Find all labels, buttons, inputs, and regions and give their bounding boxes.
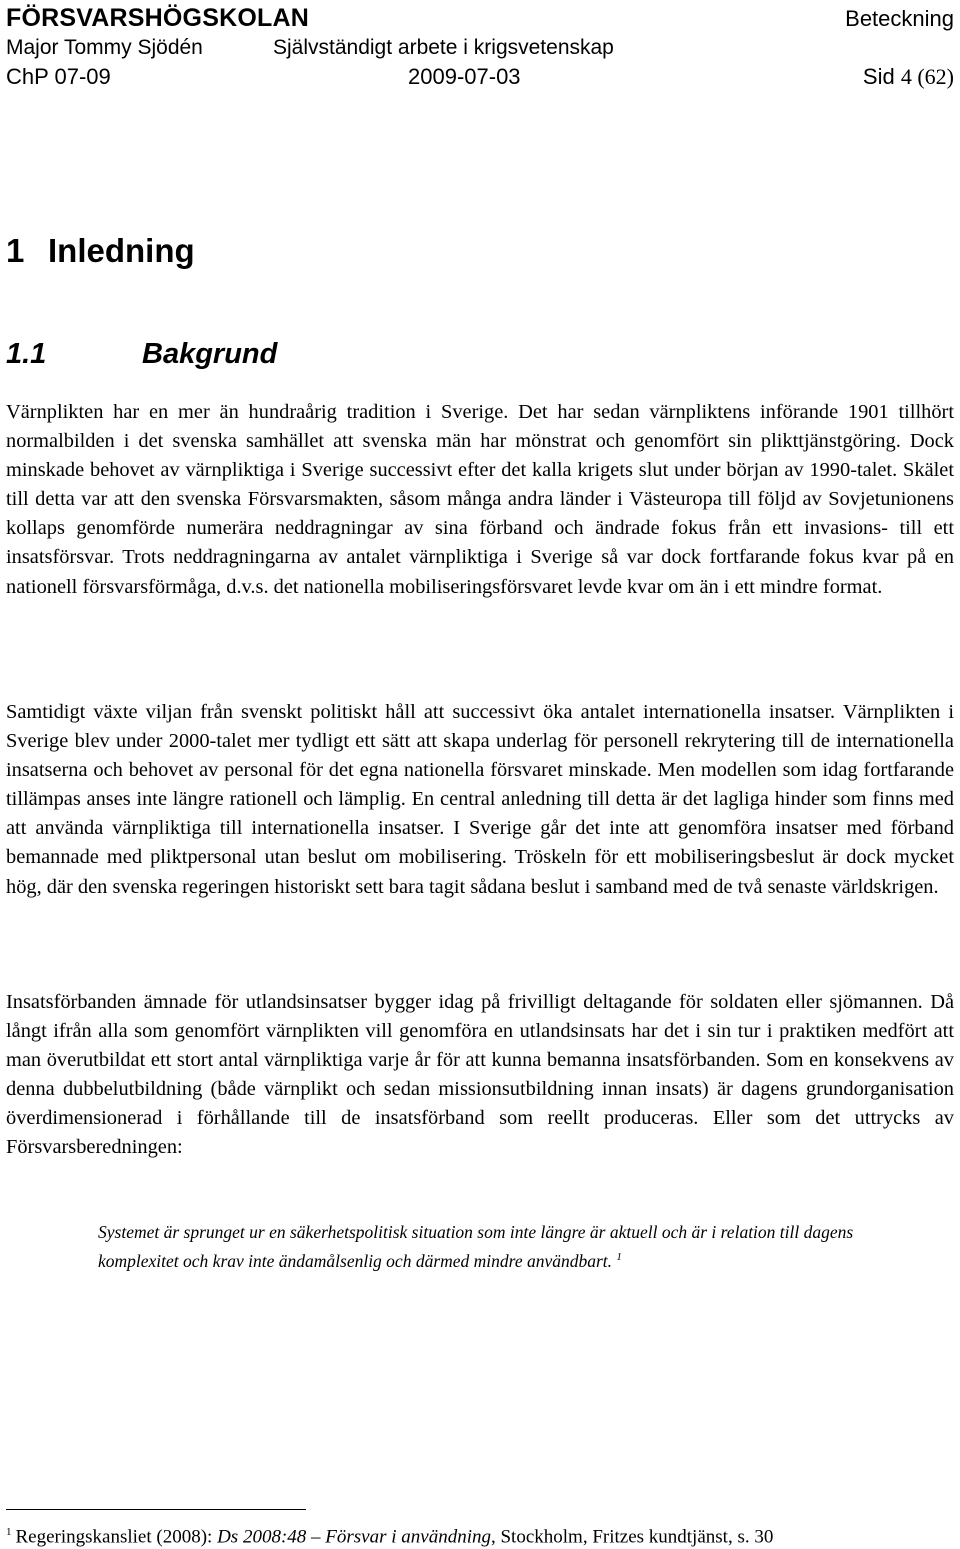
chapter-number: 1 [6, 232, 25, 269]
header-row-3 [6, 64, 954, 94]
paragraph-1: Värnplikten har en mer än hundraårig tradition i Sverige. Det har sedan värnpliktens införande 1901 tillhört normalbilden i det svenska samhället att svenska män har mönstrat och genomfört sin plikttjänstgöring. Dock minskade behovet av värnpliktiga i Sverige successivt efter det kalla krigets slut under början av 1990-talet. Skälet till detta var att den svenska Försvarsmakten, såsom många andra länder i Västeuropa till följd av Sovjetunionens kollaps genomförde numerära neddragningar av sina förband och ändrade fokus från ett invasions- till ett insatsförsvar. Trots neddragningarna av antalet värnpliktiga i Sverige så var dock fortfarande fokus kvar på en nationell försvarsförmåga, d.v.s. det nationella mobiliseringsförsvaret levde kvar om än i ett mindre format. [6, 401, 954, 598]
page-label: Sid [862, 64, 895, 89]
footnote-source: Regeringskansliet (2008): [15, 1526, 218, 1548]
author-name: Major Tommy Sjödén [6, 36, 203, 59]
page-number-value: 4 (62) [900, 64, 954, 89]
thesis-type: Självständigt arbete i krigsvetenskap [273, 36, 614, 59]
school-name: FÖRSVARSHÖGSKOLAN [6, 4, 309, 32]
footnote-publisher: , Stockholm, Fritzes kundtjänst, s. 30 [490, 1526, 774, 1548]
page-number [863, 64, 954, 90]
paragraph-3: Insatsförbanden ämnade för utlandsinsatser bygger idag på frivilligt deltagande för soldaten eller sjömannen. Då långt ifrån alla som genomfört värnplikten vill genomföra en utlandsinsats har det i sin tur i praktiken medfört att man överutbildat ett stort antal värnpliktiga varje år för att kunna bemanna insatsförbanden. Som en konsekvens av denna dubbelutbildning (både värnplikt och sedan missionsutbildning innan insats) är dagens grundorganisation överdimensionerad i förhållande till de insatsförband som reellt produceras. Eller som det uttrycks av Försvarsberedningen: [6, 991, 954, 1159]
chapter-heading [6, 232, 195, 270]
section-heading [6, 338, 277, 371]
header-row-2 [6, 36, 954, 64]
section-number: 1.1 [6, 338, 47, 370]
quote-text: Systemet är sprunget ur en säkerhetspolitisk situation som inte längre är aktuell och är i relation till dagens komplexitet och krav inte ändamålsenlig och därmed mindre användbart. [98, 1222, 854, 1271]
block-quote [98, 1220, 858, 1273]
paragraph-2: Samtidigt växte viljan från svenskt politiskt håll att successivt öka antalet internationella insatser. Värnplikten i Sverige blev under 2000-talet mer tydligt ett sätt att skapa underlag för personell rekrytering till de internationella insatserna och behovet av personal för det egna nationella försvaret minskade. Men modellen som idag fortfarande tillämpas anses inte längre rationell och lämplig. En central anledning till detta är det lagliga hinder som finns med att använda värnpliktiga till internationella insatser. I Sverige går det inte att genomföra insatser med förband bemannade med pliktpersonal utan beslut om mobilisering. Tröskeln för ett mobiliseringsbeslut är dock mycket hög, där den svenska regeringen historiskt sett bara tagit sådana beslut i samband med de två senaste världskrigen. [6, 701, 954, 898]
course-code: ChP 07-09 [6, 64, 111, 89]
section-title: Bakgrund [142, 338, 278, 370]
chapter-title: Inledning [48, 232, 195, 269]
footnote-divider [6, 1509, 306, 1510]
footnote [6, 1520, 956, 1549]
footnote-number: 1 [6, 1526, 12, 1538]
beteckning-label: Beteckning [845, 6, 954, 31]
document-date: 2009-07-03 [408, 64, 521, 89]
header-row-1 [6, 4, 954, 36]
footnote-reference[interactable]: 1 [616, 1250, 622, 1263]
footnote-title: Ds 2008:48 – Försvar i användning [217, 1526, 491, 1548]
